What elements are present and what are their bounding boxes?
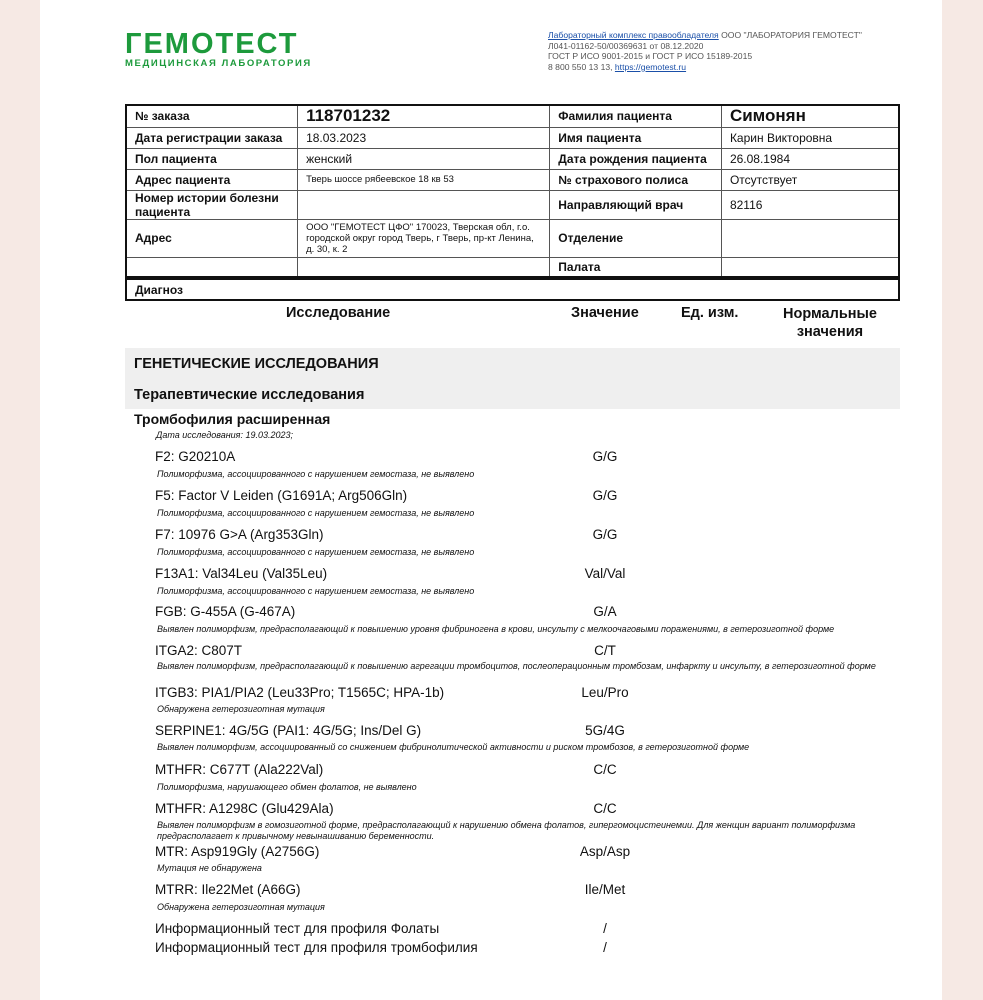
test-value: C/T [594,643,616,658]
test-note: Полиморфизма, ассоциированного с нарушением гемостаза, не выявлено [157,508,475,518]
lab-complex-link[interactable]: Лабораторный комплекс правообладателя [548,30,719,40]
medical-history-label: Номер истории болезни пациента [126,190,298,219]
test-value: G/G [592,449,618,464]
registration-date-label: Дата регистрации заказа [126,127,298,148]
test-value: Leu/Pro [581,685,629,700]
test-note: Обнаружена гетерозиготная мутация [157,704,325,714]
test-value: 5G/4G [585,723,625,738]
registration-date-value: 18.03.2023 [298,127,550,148]
test-name: Информационный тест для профиля Фолаты [155,921,440,936]
sex-value: женский [298,148,550,169]
column-norm [781,305,879,341]
column-norm-line1: Нормальные [783,306,877,322]
empty-cell [298,257,550,277]
test-value: / [603,940,607,955]
last-name-label: Фамилия пациента [550,105,722,127]
test-name: SERPINE1: 4G/5G (PAI1: 4G/5G; Ins/Del G) [155,723,422,738]
lab-gost: ГОСТ Р ИСО 9001-2015 и ГОСТ Р ИСО 15189-2015 [548,51,753,61]
test-name: F2: G20210A [155,449,236,464]
test-name: FGB: G-455A (G-467A) [155,604,296,619]
test-name: F7: 10976 G>A (Arg353Gln) [155,527,324,542]
diagnosis-row [125,278,900,301]
test-name: ITGA2: C807T [155,643,243,658]
first-name-label: Имя пациента [550,127,722,148]
test-note: Выявлен полиморфизм в гомозиготной форме, предрасполагающий к нарушению обмена фолатов, гипергомоцистеинемии. Для женщин вариант полиморфизма предрасполагает к привычному невынашиванию беременности. [157,820,856,841]
test-name: Информационный тест для профиля тромбофилия [155,940,478,955]
order-number-label: № заказа [126,105,298,127]
column-value: Значение [571,305,639,321]
study-date: Дата исследования: 19.03.2023; [156,430,294,440]
test-value: C/C [593,762,617,777]
referring-doctor-label: Направляющий врач [550,190,722,219]
test-value: Asp/Asp [579,844,631,859]
test-name: F13A1: Val34Leu (Val35Leu) [155,566,328,581]
ward-label: Палата [550,257,722,277]
order-number-value: 118701232 [298,105,550,127]
section-title-band [125,348,900,379]
lab-site-link[interactable]: https://gemotest.ru [614,61,687,72]
test-name: F5: Factor V Leiden (G1691A; Arg506Gln) [155,488,408,503]
test-value: G/A [593,604,617,619]
test-note: Полиморфизма, нарушающего обмен фолатов, не выявлено [157,782,417,792]
patient-info-table [125,104,900,278]
first-name-value: Карин Викторовна [721,127,899,148]
lab-license: Л041-01162-50/00369631 от 08.12.2020 [548,40,704,51]
test-name: MTHFR: A1298C (Glu429Ala) [155,801,334,816]
test-note: Выявлен полиморфизм, предрасполагающий к повышению уровня фибриногена в крови, инсульту с мелкоочаговыми поражениями, в гетерозиготной форме [157,624,835,634]
test-note: Выявлен полиморфизм, предрасполагающий к повышению агрегации тромбоцитов, послеоперационным тромбозам, инфаркту и инсульту, в гетерозиготной форме [157,661,876,671]
test-name: ITGB3: PIA1/PIA2 (Leu33Pro; T1565C; HPA-1b) [155,685,445,700]
column-norm-line2: значения [796,324,864,340]
test-group-title: Тромбофилия расширенная [134,411,331,427]
department-label: Отделение [550,219,722,257]
diagnosis-label: Диагноз [135,283,183,297]
logo-sub-text: МЕДИЦИНСКАЯ ЛАБОРАТОРИЯ [125,58,312,69]
column-study: Исследование [286,305,391,321]
birth-date-label: Дата рождения пациента [550,148,722,169]
empty-cell [126,257,298,277]
referring-doctor-value: 82116 [721,190,899,219]
test-name: MTRR: Ile22Met (A66G) [155,882,301,897]
organization-address-value: ООО "ГЕМОТЕСТ ЦФО" 170023, Тверская обл, г.о. городской округ город Тверь, г Тверь, пр-кт Ленина, д. 30, к. 2 [298,219,550,257]
section-title: ГЕНЕТИЧЕСКИЕ ИССЛЕДОВАНИЯ [134,356,379,372]
section-subtitle: Терапевтические исследования [134,387,365,403]
test-value: G/G [592,488,618,503]
test-value: C/C [593,801,617,816]
patient-address-label: Адрес пациента [126,169,298,190]
department-value [721,219,899,257]
patient-address-value: Тверь шоссе рябеевское 18 кв 53 [298,169,550,190]
sex-label: Пол пациента [126,148,298,169]
test-note: Полиморфизма, ассоциированного с нарушением гемостаза, не выявлено [157,586,475,596]
birth-date-value: 26.08.1984 [721,148,899,169]
test-value: Ile/Met [584,882,626,897]
test-name: MTHFR: C677T (Ala222Val) [155,762,324,777]
test-name: MTR: Asp919Gly (A2756G) [155,844,320,859]
column-unit: Ед. изм. [681,305,739,321]
organization-address-label: Адрес [126,219,298,257]
gemotest-logo [125,28,312,69]
test-note: Полиморфизма, ассоциированного с нарушением гемостаза, не выявлено [157,469,475,479]
insurance-policy-value: Отсутствует [721,169,899,190]
test-note: Полиморфизма, ассоциированного с нарушением гемостаза, не выявлено [157,547,475,557]
lab-owner: ООО "ЛАБОРАТОРИЯ ГЕМОТЕСТ" [718,30,862,40]
test-value: Val/Val [584,566,626,581]
logo-main-text: ГЕМОТЕСТ [125,28,299,60]
insurance-policy-label: № страхового полиса [550,169,722,190]
test-note: Выявлен полиморфизм, ассоциированный со снижением фибринолитической активности и риском тромбозов, в гетерозиготной форме [157,742,750,752]
test-note: Мутация не обнаружена [157,863,262,873]
last-name-value: Симонян [721,105,899,127]
lab-phone: 8 800 550 13 13, [548,61,615,72]
section-subtitle-band [125,379,900,409]
report-page [40,0,942,1000]
test-note: Обнаружена гетерозиготная мутация [157,902,325,912]
medical-history-value [298,190,550,219]
test-value: G/G [592,527,618,542]
test-value: / [603,921,607,936]
ward-value [721,257,899,277]
lab-info [548,30,928,72]
